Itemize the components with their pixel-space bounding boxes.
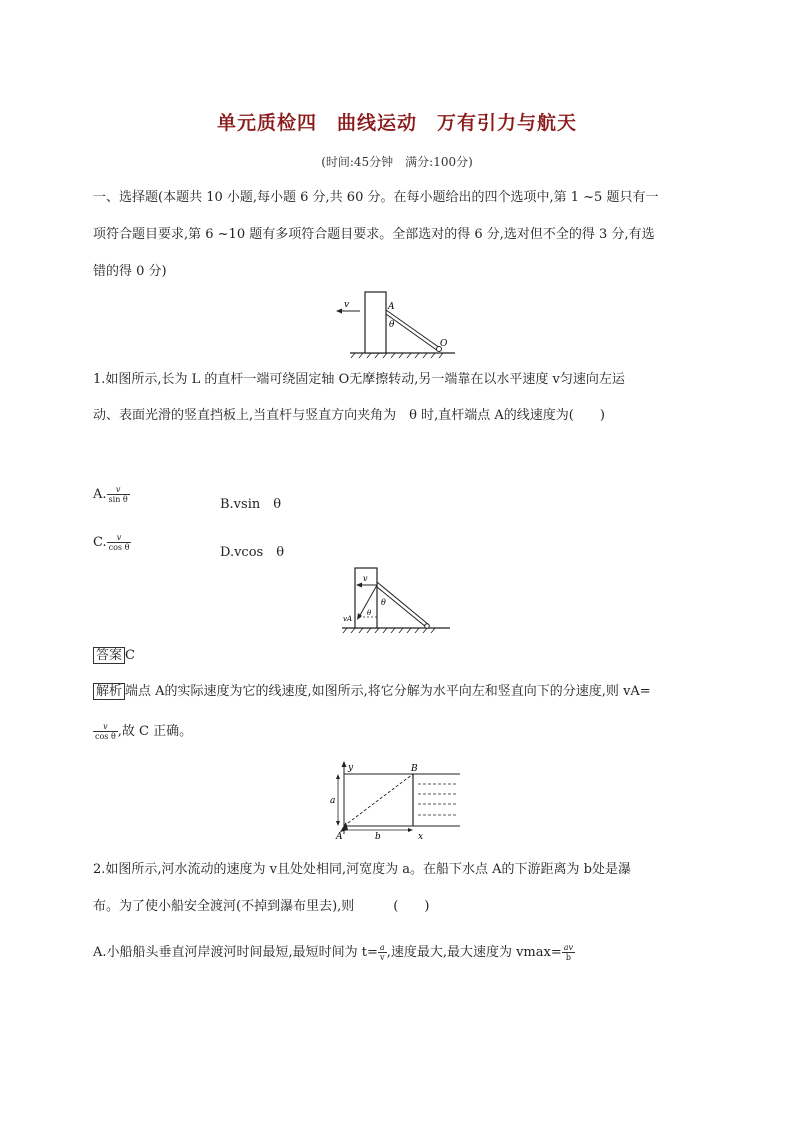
- fig3-label-a: a: [330, 796, 336, 806]
- q1-option-c-den: cos θ: [108, 543, 130, 552]
- page-subtitle: (时间:45分钟 满分:100分): [321, 155, 473, 169]
- q2-option-a[interactable]: [93, 943, 575, 962]
- fig3-label-b: b: [375, 832, 381, 842]
- q2-stem-line1: 2.如图所示,河水流动的速度为 v且处处相同,河宽度为 a。在船下水点 A的下游距离为 b处是瀑: [93, 862, 632, 877]
- analysis-tag: 解析: [93, 683, 125, 700]
- q1-analysis-line1: [93, 684, 651, 700]
- q2-option-a-v-num: av: [563, 943, 574, 952]
- q1-option-c[interactable]: [93, 533, 131, 552]
- fig3-label-A: A: [336, 832, 343, 842]
- q1-option-b[interactable]: B.vsin θ: [220, 497, 282, 512]
- analysis-tail: ,故 C 正确。: [117, 724, 193, 739]
- answer-tag: 答案: [93, 647, 125, 664]
- q1-option-a-fraction: [107, 485, 130, 504]
- q1-stem-line1: 1.如图所示,长为 L 的直杆一端可绕固定轴 O无摩擦转动,另一端靠在以水平速度 v匀速向左运: [93, 372, 625, 387]
- page-title: 单元质检四 曲线运动 万有引力与航天: [216, 112, 577, 134]
- q2-option-a-v-fraction: [562, 943, 575, 962]
- q1-answer: [93, 648, 135, 664]
- q1-option-a[interactable]: [93, 485, 130, 504]
- fig3-label-x: x: [418, 832, 424, 842]
- q2-option-a-t-den: v: [378, 952, 387, 962]
- fig2-label-theta2: θ: [367, 609, 372, 617]
- q1-analysis-line2: [93, 722, 192, 741]
- q1-option-c-num: v: [116, 533, 122, 542]
- analysis-frac-num: v: [103, 722, 108, 731]
- fig3-label-y: y: [348, 763, 354, 773]
- figure-velocity-decomposition: [337, 565, 452, 635]
- q1-option-c-label: C.: [93, 535, 107, 550]
- fig1-label-O: O: [440, 339, 448, 349]
- fig1-label-A: A: [388, 302, 395, 312]
- analysis-fraction: [93, 722, 118, 741]
- q2-option-a-v-den: b: [562, 952, 575, 962]
- fig3-label-B: B: [411, 764, 418, 774]
- section-instructions-line1: 一、选择题(本题共 10 小题,每小题 6 分,共 60 分。在每小题给出的四个选项中,第 1 ~5 题只有一: [93, 190, 659, 205]
- analysis-frac-den: cos θ: [95, 732, 116, 741]
- analysis-text: 端点 A的实际速度为它的线速度,如图所示,将它分解为水平向左和竖直向下的分速度,则 vA=: [125, 684, 651, 699]
- fig2-label-v: v: [363, 574, 368, 583]
- fig2-label-vA: vA: [343, 615, 353, 623]
- q1-option-c-fraction: [107, 533, 132, 552]
- q2-option-a-t-fraction: [378, 943, 387, 962]
- q2-option-a-t-num: a: [379, 943, 385, 952]
- fig1-label-theta: θ: [389, 320, 395, 330]
- q1-option-a-num: v: [115, 485, 121, 494]
- q1-option-d[interactable]: D.vcos θ: [220, 545, 285, 560]
- figure-rod-plate: [330, 285, 460, 360]
- q2-stem-line2: 布。为了使小船安全渡河(不掉到瀑布里去),则 ( ): [93, 899, 430, 914]
- q1-option-a-den: sin θ: [108, 495, 128, 504]
- q2-option-a-head: A.小船船头垂直河岸渡河时间最短,最短时间为 t=: [93, 945, 378, 960]
- fig2-label-theta: θ: [381, 598, 386, 607]
- q1-stem-line2: 动、表面光滑的竖直挡板上,当直杆与竖直方向夹角为 θ 时,直杆端点 A的线速度为( ): [93, 408, 605, 423]
- answer-value: C: [125, 648, 135, 663]
- section-instructions-line2: 项符合题目要求,第 6 ~10 题有多项符合题目要求。全部选对的得 6 分,选对但不全的得 3 分,有选: [93, 227, 655, 242]
- q2-option-a-mid: ,速度最大,最大速度为 vmax=: [386, 945, 562, 960]
- q1-option-a-label: A.: [93, 487, 107, 502]
- section-instructions-line3: 错的得 0 分): [93, 264, 167, 279]
- figure-river-crossing: [328, 760, 466, 842]
- fig1-label-v: v: [344, 300, 350, 310]
